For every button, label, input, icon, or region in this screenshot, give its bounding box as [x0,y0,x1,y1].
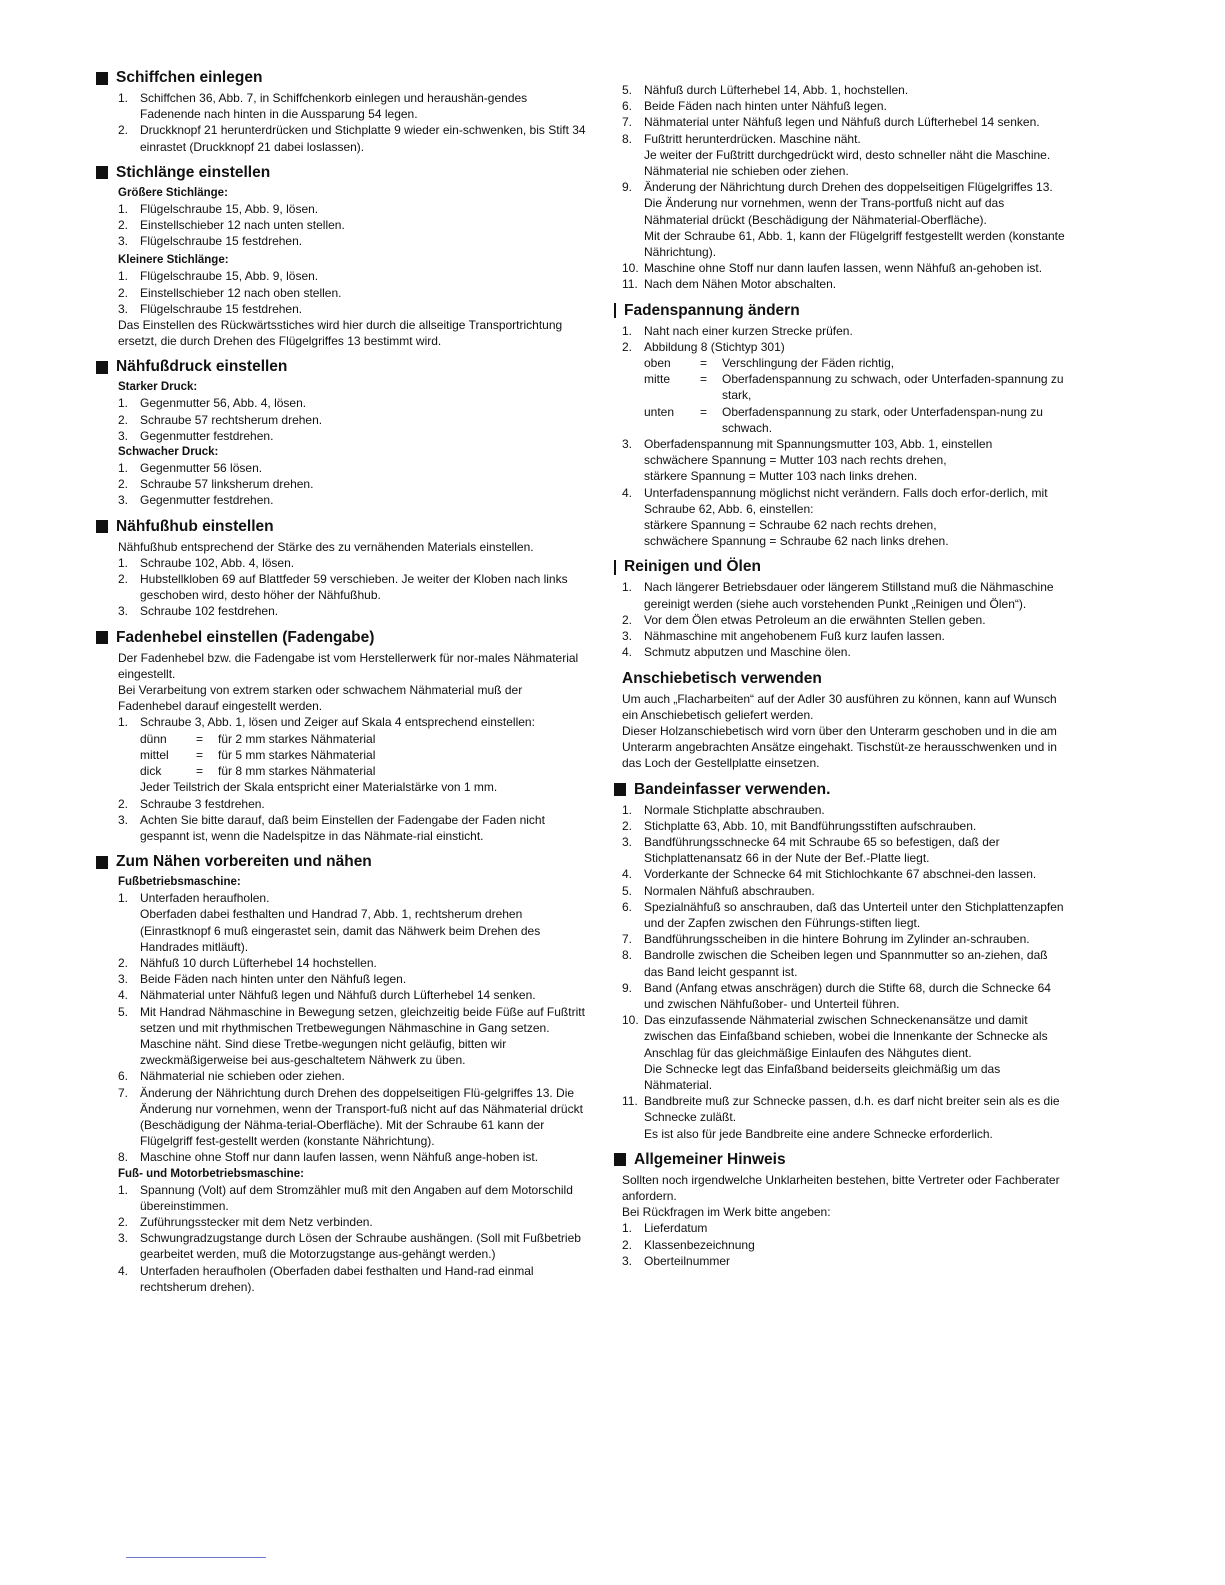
section-schiffchen-einlegen [96,68,586,155]
list-item: 3. Bandführungsschnecke 64 mit Schraube 65 so befestigen, daß der Stichplattenansatz 66 in der Nute der Bef.-Platte liegt. [622,834,1000,866]
list-item: 8. Fußtritt herunterdrücken. Maschine näht. [622,131,861,146]
subheading: Schwacher Druck: [118,446,219,459]
section-heading [614,557,1070,577]
heading-text: Bandeinfasser verwenden. [634,780,831,798]
list-item: 4. Nähmaterial unter Nähfuß legen und Nähfuß durch Lüfterhebel 14 senken. [118,988,536,1003]
list-item: 1. Lieferdatum [622,1221,708,1236]
paragraph: Die Schnecke legt das Einfaßband beiderseits gleichmäßig um das Nähmaterial. [644,1061,1001,1092]
list-item: 7. Nähmaterial unter Nähfuß legen und Nähfuß durch Lüfterhebel 14 senken. [622,115,1040,130]
heading-text: Stichlänge einstellen [116,163,271,181]
list-item: 2. Schraube 57 linksherum drehen. [118,477,314,492]
paragraph: Dieser Holzanschiebetisch wird vorn über den Unterarm geschoben und in die am Unterarm angebrachten Ansätze eingehakt. Tischstüt-ze herausschwenken und in das Loch der Gestellplatte einsetzen. [622,723,1057,771]
section-bandeinfasser [614,780,1070,1142]
list-item: 3. Schraube 102 festdrehen. [118,604,279,619]
list-item: 2. Schraube 3 festdrehen. [118,796,265,811]
subheading: Starker Druck: [118,381,198,394]
list-item: 11. Bandbreite muß zur Schnecke passen, d.h. es darf nicht breiter sein als es die Schnecke zuläßt. [622,1094,1060,1125]
list-item: 2. Vor dem Ölen etwas Petroleum an die erwähnten Stellen geben. [622,612,986,627]
list-item: 6. Nähmaterial nie schieben oder ziehen. [118,1069,345,1084]
section-heading [96,163,586,183]
bar-marker-icon [614,560,616,575]
list-item: 2. Zuführungsstecker mit dem Netz verbinden. [118,1214,373,1229]
section-heading [614,1150,1070,1170]
list-item: 3. Nähmaschine mit angehobenem Fuß kurz laufen lassen. [622,629,945,644]
tension-row: unten = Oberfadenspannung zu stark, oder Unterfadenspan-nung zu schwach. [644,404,1043,435]
list-item: 2. Hubstellkloben 69 auf Blattfeder 59 verschieben. Je weiter der Kloben nach links geschoben wird, desto höher der Nähfußhub. [118,572,568,603]
list-item: 3. Oberteilnummer [622,1253,731,1268]
heading-text: Nähfußhub einstellen [116,517,274,535]
section-naehfusshub-einstellen [96,517,586,620]
list-item: 3. Schwungradzugstange durch Lösen der Schraube aushängen. (Soll mit Fußbetrieb gearbeitet werden, muß die Motorzugstange aus-gehängt werden.) [118,1231,581,1262]
list-item: 1. Spannung (Volt) auf dem Stromzähler muß mit den Angaben auf dem Motorschild übereinstimmen. [118,1182,573,1213]
list-item: 7. Bandführungsscheiben in die hintere Bohrung im Zylinder an-schrauben. [622,932,1030,947]
section-allgemeiner-hinweis [614,1150,1070,1269]
paragraph: Der Fadenhebel bzw. die Fadengabe ist vom Herstellerwerk für nor-males Nähmaterial eingestellt. [118,650,579,681]
paragraph: Bei Rückfragen im Werk bitte angeben: [622,1205,831,1220]
paragraph: Nähmaterial nie schieben oder ziehen. [644,164,849,179]
square-bullet-icon [96,72,108,85]
section-heading [96,517,586,537]
heading-text: Fadenhebel einstellen (Fadengabe) [116,628,375,646]
list-item: 4. Schmutz abputzen und Maschine ölen. [622,645,851,660]
section-heading [614,301,1070,321]
list-item: 5. Mit Handrad Nähmaschine in Bewegung setzen, gleichzeitig beide Füße auf Fußtritt setzen und mit rhythmischen Tretbewegungen Nähmaschine in Gang setzen. Maschine näht. Sind diese Tretbe-wegungen nicht geläufig, bitten wir zweckmäßigerweise bei aus-geschaltetem Nähwerk zu üben. [118,1004,585,1068]
list-item: 1. Gegenmutter 56, Abb. 4, lösen. [118,396,307,411]
square-bullet-icon [96,166,108,179]
list-item: 5. Nähfuß durch Lüfterhebel 14, Abb. 1, hochstellen. [622,83,909,97]
section-stichlaenge-einstellen [96,163,586,350]
subheading: Fußbetriebsmaschine: [118,876,241,889]
list-item: 2. Einstellschieber 12 nach unten stellen. [118,218,345,233]
section-fadenspannung-aendern [614,301,1070,550]
heading-text: Nähfußdruck einstellen [116,358,288,376]
square-bullet-icon [96,520,108,533]
section-zum-naehen-vorbereiten [96,852,586,1295]
list-item: 1. Schraube 102, Abb. 4, lösen. [118,555,295,570]
scale-note: Jeder Teilstrich der Skala entspricht einer Materialstärke von 1 mm. [140,780,498,795]
heading-text: Reinigen und Ölen [624,558,761,576]
paragraph: Sollten noch irgendwelche Unklarheiten bestehen, bitte Vertreter oder Fachberater anfordern. [622,1172,1060,1203]
square-bullet-icon [96,361,108,374]
heading-text: Fadenspannung ändern [624,301,800,319]
paragraph: Um auch „Flacharbeiten“ auf der Adler 30 ausführen zu können, kann auf Wunsch ein Anschiebetisch geliefert werden. [622,691,1057,722]
list-item: 1. Schraube 3, Abb. 1, lösen und Zeiger auf Skala 4 entsprechend einstellen: [118,715,535,730]
paragraph: Bei Verarbeitung von extrem starken oder schwachem Nähmaterial muß der Fadenhebel darauf eingestellt werden. [118,683,523,714]
list-item: 7. Änderung der Nährichtung durch Drehen des doppelseitigen Flü-gelgriffes 13. Die Änderung nur vornehmen, wenn der Transport-fuß nicht auf das Nähmaterial drückt (Beschädigung der Nähma-terial-Oberfläche). Mit der Schraube 61 kann der Flügelgriff fest-gestellt werden (konstante Nährichtung). [118,1085,583,1149]
tension-row: oben = Verschlingung der Fäden richtig, [644,356,895,371]
paragraph: Es ist also für jede Bandbreite eine andere Schnecke erforderlich. [644,1126,993,1141]
list-item: 1. Flügelschraube 15, Abb. 9, lösen. [118,269,319,284]
section-heading [96,852,586,872]
subheading: Größere Stichlänge: [118,186,228,199]
list-item: 1. Flügelschraube 15, Abb. 9, lösen. [118,201,319,216]
list-item: Oberfaden dabei festhalten und Handrad 7, Abb. 1, rechtsherum drehen (Einrastknopf 6 muß eingerastet sein, damit das Nähwerk beim Drehen des Handrades mitläuft). [140,907,541,954]
list-item: 3. Achten Sie bitte darauf, daß beim Einstellen der Fadengabe der Faden nicht gespannt ist, wenn die Nadelspitze in das Nähmate-rial einsticht. [118,812,545,843]
list-item: 2. Nähfuß 10 durch Lüfterhebel 14 hochstellen. [118,955,377,970]
subheading: Fuß- und Motorbetriebsmaschine: [118,1167,304,1180]
list-item: 3. Flügelschraube 15 festdrehen. [118,234,303,249]
heading-text: Anschiebetisch verwenden [622,669,822,687]
scale-row: mittel = für 5 mm starkes Nähmaterial [140,747,376,762]
section-heading [614,780,1070,800]
section-anschiebetisch [614,669,1070,772]
paragraph: schwächere Spannung = Schraube 62 nach links drehen. [644,534,949,549]
section-naehfussdruck-einstellen [96,357,586,508]
square-bullet-icon [96,631,108,644]
subheading: Kleinere Stichlänge: [118,254,229,267]
square-bullet-icon [614,1153,626,1166]
section-fadenhebel-einstellen [96,628,586,844]
section-heading [96,628,586,648]
square-bullet-icon [614,783,626,796]
list-item: 9. Band (Anfang etwas anschrägen) durch die Stifte 68, durch die Schnecke 64 und zwischen Nähfußober- und Unterteil führen. [622,980,1051,1011]
list-item: 2. Schraube 57 rechtsherum drehen. [118,412,323,427]
list-item: 10. Das einzufassende Nähmaterial zwischen Schneckenansätze und damit zwischen das Einfaßband schieben, wobei die Innenkante der Schnecke als Anschlag für das gleichmäßige Einlaufen des Nähgutes dient. [622,1013,1048,1060]
list-item: 10. Maschine ohne Stoff nur dann laufen lassen, wenn Nähfuß an-gehoben ist. [622,261,1043,276]
heading-text: Schiffchen einlegen [116,69,263,86]
list-item: 1. Normale Stichplatte abschrauben. [622,802,825,817]
list-item: 3. Oberfadenspannung mit Spannungsmutter 103, Abb. 1, einstellen [622,437,993,452]
square-bullet-icon [96,856,108,869]
bar-marker-icon [614,303,616,318]
heading-text: Zum Nähen vorbereiten und nähen [116,853,372,871]
list-item: 9. Änderung der Nährichtung durch Drehen des doppelseitigen Flügelgriffes 13. Die Änderung nur vornehmen, wenn der Trans-portfuß nicht auf das Nähmaterial drückt (Beschädigung der Nähmaterial-Oberfläche). [622,180,1053,227]
list-item: 4. Unterfaden heraufholen (Oberfaden dabei festhalten und Hand-rad einmal rechtsherum drehen). [118,1263,534,1294]
footer-divider [126,1557,266,1558]
right-column [614,82,1070,1269]
list-item: 2. Stichplatte 63, Abb. 10, mit Bandführungsstiften aufschrauben. [622,818,977,833]
list-item: 5. Normalen Nähfuß abschrauben. [622,883,815,898]
list-item: 8. Maschine ohne Stoff nur dann laufen lassen, wenn Nähfuß ange-hoben ist. [118,1150,539,1165]
section-heading [96,357,586,377]
scale-row: dünn = für 2 mm starkes Nähmaterial [140,731,376,746]
paragraph: Mit der Schraube 61, Abb. 1, kann der Flügelgriff festgestellt werden (konstante Nährichtung). [644,228,1065,260]
paragraph: stärkere Spannung = Mutter 103 nach links drehen. [644,469,918,484]
paragraph: Je weiter der Fußtritt durchgedrückt wird, desto schneller näht die Maschine. [644,147,1051,162]
tension-row: mitte = Oberfadenspannung zu schwach, oder Unterfaden-spannung zu stark, [644,372,1064,403]
list-item: 2. Druckknopf 21 herunterdrücken und Stichplatte 9 wieder ein-schwenken, bis Stift 34 einrastet (Druckknopf 21 dabei loslassen). [118,123,586,154]
list-item: 6. Spezialnähfuß so anschrauben, daß das Unterteil unter den Stichplattenzapfen und der Zapfen zwischen den Führungs-stiften liegt. [622,899,1064,930]
list-item: 1. Naht nach einer kurzen Strecke prüfen. [622,323,853,338]
list-item: 11. Nach dem Nähen Motor abschalten. [622,277,837,292]
paragraph: stärkere Spannung = Schraube 62 nach rechts drehen, [644,518,937,533]
list-item: 1. Unterfaden heraufholen. [118,891,270,906]
list-item: 2. Abbildung 8 (Stichtyp 301) [622,339,785,354]
list-item: 6. Beide Fäden nach hinten unter Nähfuß legen. [622,99,887,114]
list-item: 4. Unterfadenspannung möglichst nicht verändern. Falls doch erfor-derlich, mit Schraube 62, Abb. 6, einstellen: [622,485,1048,516]
section-heading [614,669,1070,689]
list-item: 1. Gegenmutter 56 lösen. [118,461,263,476]
list-item: 2. Klassenbezeichnung [622,1237,755,1252]
left-column [96,66,586,1295]
list-item: 3. Flügelschraube 15 festdrehen. [118,301,303,316]
list-item: 3. Beide Fäden nach hinten unter den Nähfuß legen. [118,972,407,987]
paragraph: Nähfußhub entsprechend der Stärke des zu vernähenden Materials einstellen. [118,539,534,554]
section-continued-steps [614,82,1070,293]
list-item: 4. Vorderkante der Schnecke 64 mit Stichlochkante 67 abschnei-den lassen. [622,867,1037,882]
list-item: 3. Gegenmutter festdrehen. [118,428,274,443]
section-reinigen-und-oelen [614,557,1070,660]
list-item: 1. Schiffchen 36, Abb. 7, in Schiffchenkorb einlegen und heraushän-gendes Fadenende nach hinten in die Aussparung 54 legen. [118,91,528,122]
section-heading [96,68,586,88]
scale-row: dick = für 8 mm starkes Nähmaterial [140,764,376,779]
heading-text: Allgemeiner Hinweis [634,1150,786,1168]
list-item: 2. Einstellschieber 12 nach oben stellen. [118,285,342,300]
paragraph: schwächere Spannung = Mutter 103 nach rechts drehen, [644,453,947,468]
list-item: 3. Gegenmutter festdrehen. [118,493,274,508]
paragraph: Das Einstellen des Rückwärtsstiches wird hier durch die allseitige Transportrichtung ersetzt, die durch Drehen des Flügelgriffes 13 bestimmt wird. [118,318,563,349]
list-item: 1. Nach längerer Betriebsdauer oder längerem Stillstand muß die Nähmaschine gereinigt werden (siehe auch vorstehenden Punkt „Reinigen und Ölen“). [622,580,1054,611]
list-item: 8. Bandrolle zwischen die Scheiben legen und Spannmutter so an-ziehen, daß das Band leicht gespannt ist. [622,948,1048,979]
